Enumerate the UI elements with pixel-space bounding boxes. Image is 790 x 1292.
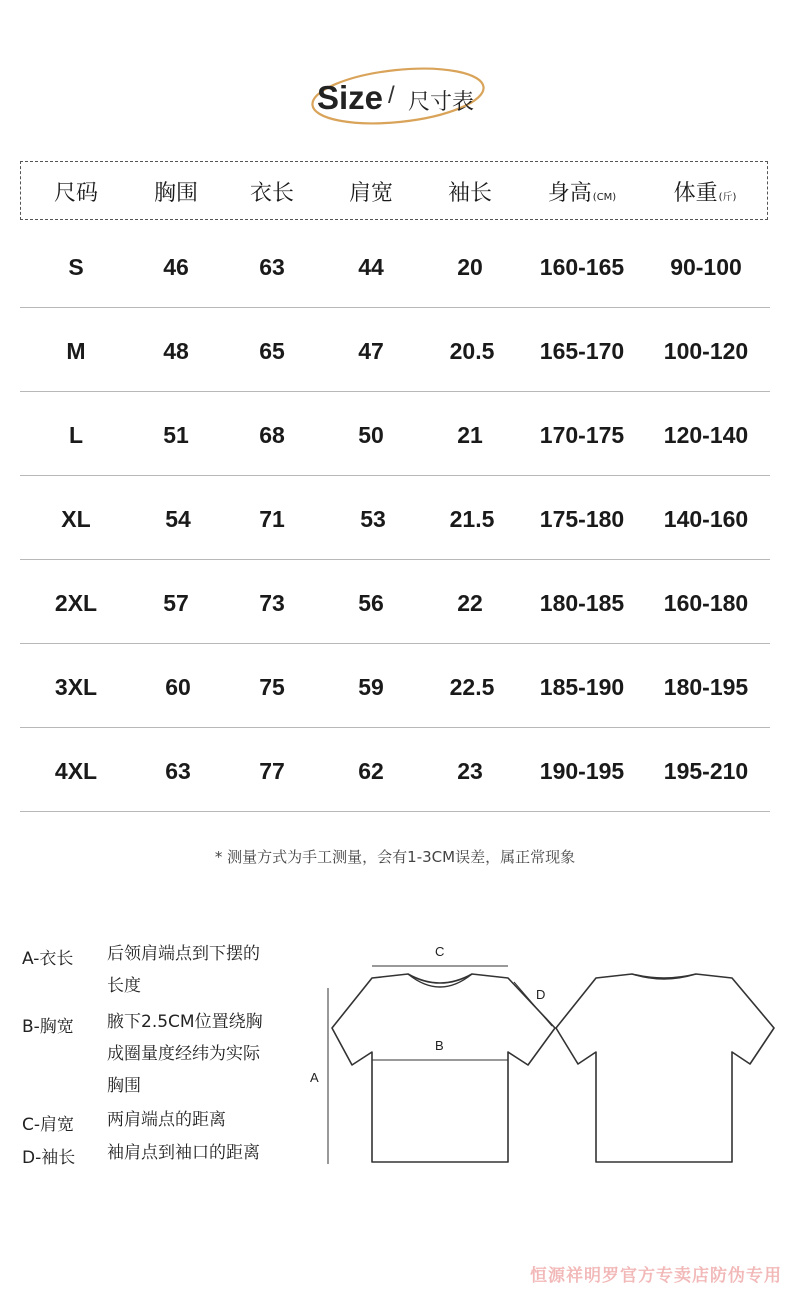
cell-chest: 48 xyxy=(163,338,189,364)
header-weight xyxy=(674,176,737,207)
legend-desc-b xyxy=(107,1006,292,1102)
table-header-box xyxy=(20,161,768,220)
cell-weight: 120-140 xyxy=(663,422,749,448)
cell-sleeve: 21 xyxy=(457,422,483,448)
cell-length: 63 xyxy=(259,254,285,280)
cell-size: XL xyxy=(61,506,91,532)
cell-chest: 51 xyxy=(163,422,189,448)
table-row xyxy=(20,476,770,560)
legend-key-b: B-胸宽 xyxy=(22,1017,74,1037)
cell-shoulder: 47 xyxy=(358,338,384,364)
cell-weight: 100-120 xyxy=(663,338,749,364)
cell-sleeve: 20.5 xyxy=(449,338,495,364)
cell-weight: 195-210 xyxy=(663,758,749,784)
cell-height: 185-190 xyxy=(539,674,625,700)
legend-key-d: D-袖长 xyxy=(22,1148,76,1168)
cell-weight: 180-195 xyxy=(663,674,749,700)
cell-weight: 90-100 xyxy=(670,254,742,280)
cell-length: 73 xyxy=(259,590,285,616)
cell-shoulder: 50 xyxy=(358,422,384,448)
cell-sleeve: 20 xyxy=(457,254,483,280)
watermark: 恒源祥明罗官方专卖店防伪专用 xyxy=(530,1266,782,1286)
cell-length: 71 xyxy=(259,506,285,532)
header-shoulder: 肩宽 xyxy=(348,181,394,206)
cell-chest: 46 xyxy=(163,254,189,280)
tshirt-back-icon xyxy=(556,974,774,1162)
cell-length: 68 xyxy=(259,422,285,448)
legend-desc-a xyxy=(107,938,292,1002)
cell-chest: 60 xyxy=(165,674,191,700)
header-height-unit: (CM) xyxy=(592,192,617,203)
header-weight-label: 体重 xyxy=(673,181,718,206)
legend-desc-c xyxy=(107,1104,292,1136)
row-divider xyxy=(20,811,770,812)
cell-shoulder: 56 xyxy=(358,590,384,616)
cell-shoulder: 62 xyxy=(358,758,384,784)
legend-desc-line: 后领肩端点到下摆的 xyxy=(107,944,260,964)
header-height-label: 身高 xyxy=(547,181,592,206)
table-row xyxy=(20,224,770,308)
table-row xyxy=(20,308,770,392)
cell-sleeve: 23 xyxy=(457,758,483,784)
header-sleeve: 袖长 xyxy=(447,181,493,206)
cell-chest: 54 xyxy=(165,506,191,532)
cell-height: 165-170 xyxy=(539,338,625,364)
tshirt-front-collar xyxy=(408,974,472,987)
legend-desc-line: 长度 xyxy=(107,976,141,996)
measure-line-d xyxy=(514,982,552,1026)
size-title xyxy=(300,62,500,132)
cell-length: 65 xyxy=(259,338,285,364)
legend-desc-line: 成圈量度经纬为实际 xyxy=(107,1044,260,1064)
tshirt-front-icon xyxy=(332,974,555,1162)
cell-sleeve: 22.5 xyxy=(449,674,495,700)
cell-size: 4XL xyxy=(54,758,98,784)
cell-length: 75 xyxy=(259,674,285,700)
title-sub: 尺寸表 xyxy=(408,90,475,115)
cell-size: L xyxy=(68,422,84,448)
cell-height: 160-165 xyxy=(539,254,625,280)
cell-shoulder: 44 xyxy=(358,254,384,280)
cell-chest: 57 xyxy=(163,590,189,616)
cell-height: 180-185 xyxy=(539,590,625,616)
header-size: 尺码 xyxy=(53,181,99,206)
cell-height: 170-175 xyxy=(539,422,625,448)
cell-size: M xyxy=(66,338,86,364)
cell-height: 175-180 xyxy=(539,506,625,532)
measure-label-a: A xyxy=(310,1070,319,1085)
cell-size: S xyxy=(68,254,84,280)
cell-weight: 160-180 xyxy=(663,590,749,616)
cell-size: 3XL xyxy=(54,674,98,700)
cell-chest: 63 xyxy=(165,758,191,784)
title-main: Size xyxy=(317,79,384,116)
legend-desc-line: 两肩端点的距离 xyxy=(107,1110,226,1130)
cell-shoulder: 53 xyxy=(360,506,386,532)
legend-desc-line: 腋下2.5CM位置绕胸 xyxy=(107,1012,263,1032)
cell-length: 77 xyxy=(259,758,285,784)
legend-key-c: C-肩宽 xyxy=(22,1115,75,1135)
legend-key-a: A-衣长 xyxy=(22,949,74,969)
table-row xyxy=(20,560,770,644)
header-weight-unit: (斤) xyxy=(718,192,737,203)
legend-desc-d xyxy=(107,1137,292,1169)
cell-sleeve: 21.5 xyxy=(449,506,495,532)
measure-label-c: C xyxy=(435,944,445,959)
measurement-note: * 测量方式为手工测量，会有1-3CM误差，属正常现象 xyxy=(214,848,576,866)
cell-height: 190-195 xyxy=(539,758,625,784)
table-row xyxy=(20,392,770,476)
header-length: 衣长 xyxy=(249,181,295,206)
measure-label-b: B xyxy=(435,1038,444,1053)
cell-size: 2XL xyxy=(54,590,98,616)
header-chest: 胸围 xyxy=(153,181,199,206)
title-slash: / xyxy=(388,82,395,109)
tshirt-measurement-diagram xyxy=(300,930,780,1180)
header-height xyxy=(548,176,616,207)
table-row xyxy=(20,644,770,728)
cell-weight: 140-160 xyxy=(663,506,749,532)
table-row xyxy=(20,728,770,812)
measure-label-d: D xyxy=(536,987,546,1002)
cell-shoulder: 59 xyxy=(358,674,384,700)
legend-desc-line: 胸围 xyxy=(107,1076,141,1096)
legend-desc-line: 袖肩点到袖口的距离 xyxy=(107,1143,260,1163)
cell-sleeve: 22 xyxy=(457,590,483,616)
